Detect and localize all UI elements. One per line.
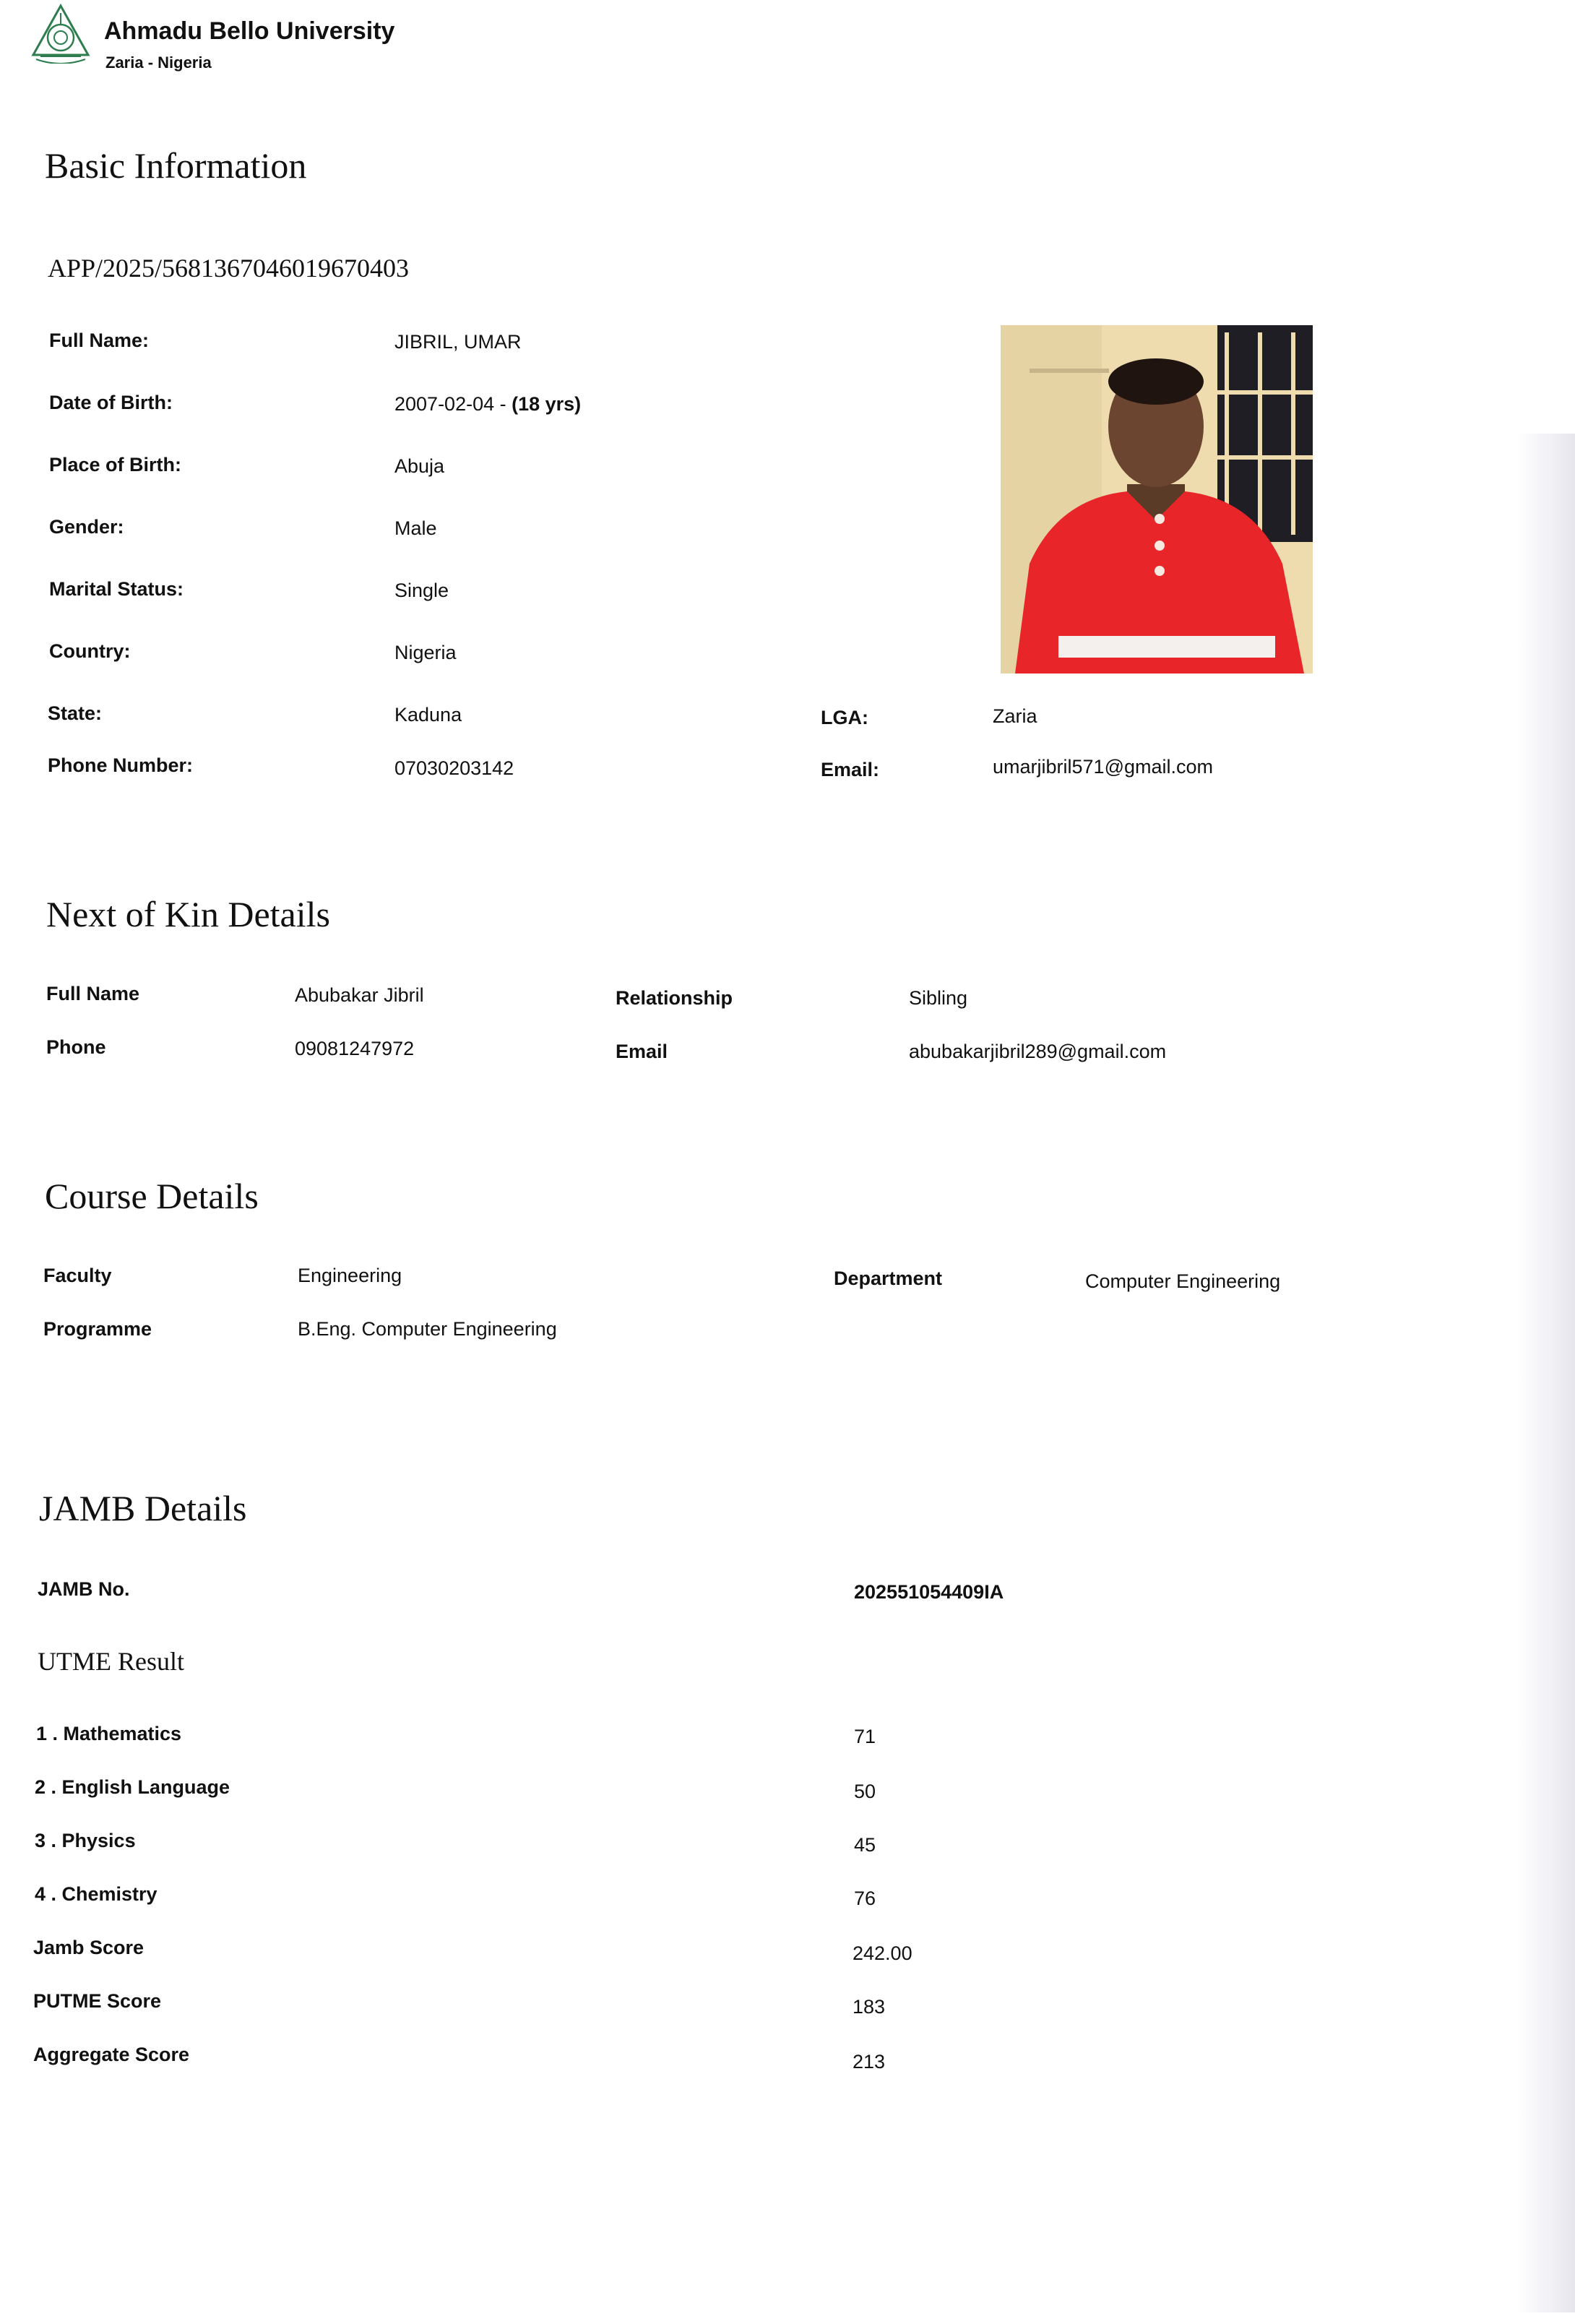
subject-score: 76: [854, 1888, 876, 1909]
state-value: Kaduna: [394, 704, 462, 726]
subject-score: 50: [854, 1781, 876, 1802]
paper-edge-shadow: [1517, 434, 1575, 2312]
passport-photo-image: [1001, 325, 1313, 673]
subject-label: 4 . Chemistry: [35, 1883, 158, 1905]
kin-relationship-value: Sibling: [909, 987, 968, 1009]
subject-label: 2 . English Language: [35, 1776, 230, 1798]
kin-phone-label: Phone: [46, 1036, 106, 1058]
state-label: State:: [48, 702, 103, 724]
lga-value: Zaria: [993, 705, 1037, 727]
jamb-score-label: Jamb Score: [33, 1937, 144, 1958]
gender-label: Gender:: [49, 516, 124, 538]
utme-result-title: UTME Result: [38, 1647, 184, 1676]
programme-label: Programme: [43, 1318, 152, 1340]
programme-value: B.Eng. Computer Engineering: [298, 1318, 557, 1340]
subject-score: 45: [854, 1834, 876, 1856]
basic-info-title: Basic Information: [45, 145, 307, 186]
faculty-label: Faculty: [43, 1265, 112, 1286]
next-of-kin-title: Next of Kin Details: [46, 894, 330, 934]
jamb-no-label: JAMB No.: [38, 1578, 130, 1600]
jamb-score-value: 242.00: [853, 1942, 912, 1964]
dob-value: [394, 393, 581, 416]
dob-label: Date of Birth:: [49, 392, 173, 413]
country-label: Country:: [49, 640, 131, 662]
kin-full-name-value: Abubakar Jibril: [295, 984, 424, 1006]
phone-label: Phone Number:: [48, 754, 194, 776]
university-name: Ahmadu Bello University: [104, 17, 395, 45]
phone-value: 07030203142: [394, 757, 514, 779]
putme-score-value: 183: [853, 1996, 886, 2018]
subject-score: 71: [854, 1726, 876, 1747]
dob-age: (18 yrs): [512, 393, 582, 415]
lga-label: LGA:: [821, 707, 868, 728]
kin-email-label: Email: [616, 1041, 668, 1062]
subject-label: 3 . Physics: [35, 1830, 136, 1851]
university-crest-icon: [30, 3, 91, 64]
kin-phone-value: 09081247972: [295, 1038, 415, 1059]
putme-score-label: PUTME Score: [33, 1990, 162, 2012]
jamb-details-title: JAMB Details: [39, 1488, 247, 1528]
document-header: [30, 0, 681, 79]
marital-status-label: Marital Status:: [49, 578, 184, 600]
faculty-value: Engineering: [298, 1265, 402, 1286]
full-name-label: Full Name:: [49, 330, 150, 351]
kin-full-name-label: Full Name: [46, 983, 140, 1004]
application-number: APP/2025/5681367046019670403: [48, 254, 410, 283]
subject-label: 1 . Mathematics: [36, 1723, 182, 1744]
kin-email-value: abubakarjibril289@gmail.com: [909, 1041, 1167, 1062]
passport-photo: [1001, 325, 1313, 673]
department-label: Department: [834, 1268, 943, 1289]
jamb-no-value: 202551054409IA: [854, 1581, 1004, 1603]
dob-date: 2007-02-04 -: [394, 393, 512, 415]
country-value: Nigeria: [394, 642, 457, 663]
gender-value: Male: [394, 517, 437, 539]
course-details-title: Course Details: [45, 1176, 259, 1216]
marital-status-value: Single: [394, 580, 449, 601]
department-value: Computer Engineering: [1085, 1270, 1281, 1292]
email-label: Email:: [821, 759, 880, 780]
full-name-value: JIBRIL, UMAR: [394, 331, 522, 353]
place-of-birth-value: Abuja: [394, 455, 445, 477]
kin-relationship-label: Relationship: [616, 987, 733, 1009]
aggregate-score-label: Aggregate Score: [33, 2044, 190, 2065]
university-location: Zaria - Nigeria: [105, 53, 212, 72]
email-value: umarjibril571@gmail.com: [993, 756, 1214, 778]
aggregate-score-value: 213: [853, 2051, 886, 2073]
place-of-birth-label: Place of Birth:: [49, 454, 182, 475]
